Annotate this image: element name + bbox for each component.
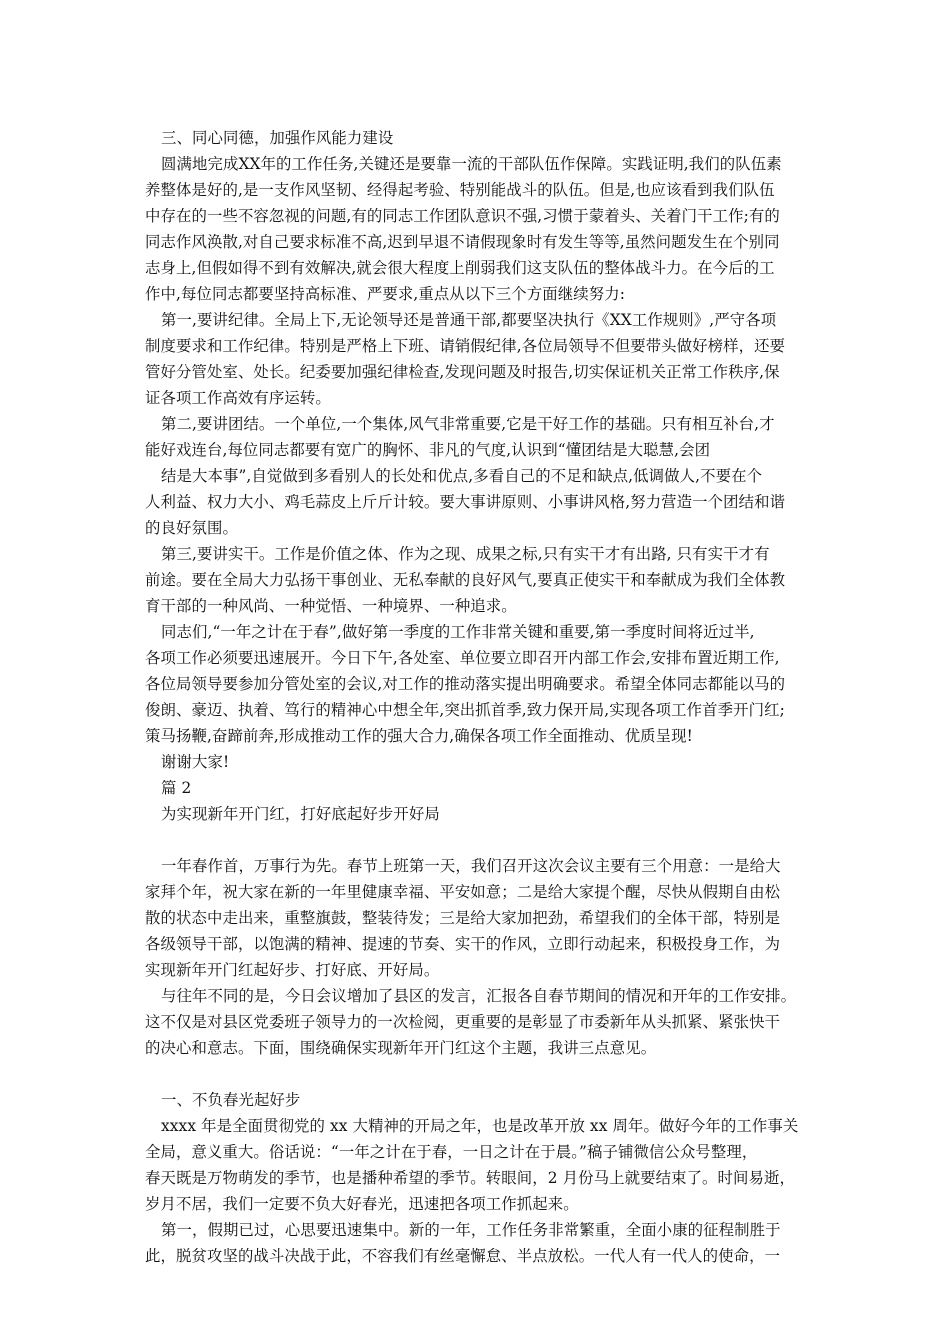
paragraph-line: 志身上,但假如得不到有效解决,就会很大程度上削弱我们这支队伍的整体战斗力。在今后的工 bbox=[145, 259, 775, 277]
paragraph-line: 第三,要讲实干。工作是价值之体、作为之现、成果之标,只有实干才有出路, 只有实干才有 bbox=[161, 545, 770, 563]
paragraph-line: 岁月不居，我们一定要不负大好春光，迅速把各项工作抓起来。 bbox=[145, 1195, 579, 1213]
paragraph-line: 实现新年开门红起好步、打好底、开好局。 bbox=[145, 961, 440, 979]
paragraph-line: 此，脱贫攻坚的战斗决战于此，不容我们有丝毫懈怠、半点放松。一代人有一代人的使命，一 bbox=[145, 1247, 781, 1265]
paragraph-line: 这不仅是对县区党委班子领导力的一次检阅，更重要的是彰显了市委新年从头抓紧、紧张快干 bbox=[145, 1013, 781, 1031]
paragraph-line: 的决心和意志。下面，围绕确保实现新年开门红这个主题，我讲三点意见。 bbox=[145, 1039, 657, 1057]
paragraph-line: xxxx 年是全面贯彻党的 xx 大精神的开局之年，也是改革开放 xx 周年。做好今年的工作事关 bbox=[161, 1117, 799, 1135]
paragraph-line: 散的状态中走出来，重整旗鼓，整装待发；三是给大家加把劲，希望我们的全体干部，特别是 bbox=[145, 909, 781, 927]
paragraph-line: 与往年不同的是，今日会议增加了县区的发言，汇报各自春节期间的情况和开年的工作安排。 bbox=[161, 987, 797, 1005]
paragraph-line: 春天既是万物萌发的季节，也是播种希望的季节。转眼间，2 月份马上就要结束了。时间易逝， bbox=[145, 1169, 796, 1187]
paragraph-line: 作中,每位同志都要坚持高标准、严要求,重点从以下三个方面继续努力: bbox=[145, 285, 625, 303]
paragraph-line: 育干部的一种风尚、一种觉悟、一种境界、一种追求。 bbox=[145, 597, 517, 615]
paragraph-line: 制度要求和工作纪律。特别是严格上下班、请销假纪律,各位局领导不但要带头做好榜样，还要 bbox=[145, 337, 786, 355]
paragraph-line: 养整体是好的,是一支作风坚韧、经得起考验、特别能战斗的队伍。但是,也应该看到我们队伍 bbox=[145, 181, 775, 199]
paragraph-line: 第一，假期已过，心思要迅速集中。新的一年，工作任务非常繁重，全面小康的征程制胜于 bbox=[161, 1221, 781, 1239]
paragraph-line: 中存在的一些不容忽视的问题,有的同志工作团队意识不强,习惯于蒙着头、关着门干工作;有的 bbox=[145, 207, 780, 225]
paragraph-line: 能好戏连台,每位同志都要有宽广的胸怀、非凡的气度,认识到“懂团结是大聪慧,会团 bbox=[145, 441, 711, 459]
section-heading: 三、同心同德，加强作风能力建设 bbox=[161, 129, 394, 147]
thanks-line: 谢谢大家! bbox=[161, 753, 230, 771]
paragraph-line: 全局，意义重大。俗话说：“一年之计在于春，一日之计在于晨。”稿子铺微信公众号整理， bbox=[145, 1143, 758, 1161]
paragraph-line: 家拜个年，祝大家在新的一年里健康幸福、平安如意；二是给大家提个醒，尽快从假期自由松 bbox=[145, 883, 781, 901]
paragraph-line: 第一,要讲纪律。全局上下,无论领导还是普通干部,都要坚决执行《XX工作规则》,严守各项 bbox=[161, 311, 777, 329]
paragraph-line: 管好分管处室、处长。纪委要加强纪律检查,发现问题及时报告,切实保证机关正常工作秩序,保 bbox=[145, 363, 780, 381]
paragraph-line: 各项工作必须要迅速展开。今日下午,各处室、单位要立即召开内部工作会,安排布置近期工作, bbox=[145, 649, 780, 667]
paragraph-line: 前途。要在全局大力弘扬干事创业、无私奉献的良好风气,要真正使实干和奉献成为我们全体教 bbox=[145, 571, 786, 589]
paragraph-line: 各级领导干部，以饱满的精神、提速的节奏、实干的作风，立即行动起来，积极投身工作，为 bbox=[145, 935, 781, 953]
paragraph-line: 结是大本事”,自觉做到多看别人的长处和优点,多看自己的不足和缺点,低调做人,不要在个 bbox=[161, 467, 763, 485]
paragraph-line: 第二,要讲团结。一个单位,一个集体,风气非常重要,它是干好工作的基础。只有相互补台,才 bbox=[161, 415, 775, 433]
paragraph-line: 一年春作首，万事行为先。春节上班第一天，我们召开这次会议主要有三个用意：一是给大 bbox=[161, 857, 781, 875]
paragraph-line: 同志作风涣散,对自己要求标准不高,迟到早退不请假现象时有发生等等,虽然问题发生在个别同 bbox=[145, 233, 780, 251]
paragraph-line: 证各项工作高效有序运转。 bbox=[145, 389, 331, 407]
paragraph-line: 的良好氛围。 bbox=[145, 519, 238, 537]
article-title: 为实现新年开门红，打好底起好步开好局 bbox=[161, 805, 440, 823]
paragraph-line: 圆满地完成XX年的工作任务,关键还是要靠一流的干部队伍作保障。实践证明,我们的队伍素 bbox=[161, 155, 782, 173]
paragraph-line: 人利益、权力大小、鸡毛蒜皮上斤斤计较。要大事讲原则、小事讲风格,努力营造一个团结和谐 bbox=[145, 493, 786, 511]
section-heading: 一、不负春光起好步 bbox=[161, 1091, 301, 1109]
paragraph-line: 同志们,“一年之计在于春”,做好第一季度的工作非常关键和重要,第一季度时间将近过半, bbox=[161, 623, 755, 641]
paragraph-line: 各位局领导要参加分管处室的会议,对工作的推动落实提出明确要求。希望全体同志都能以马的 bbox=[145, 675, 786, 693]
paragraph-line: 俊朗、豪迈、执着、笃行的精神心中想全年,突出抓首季,致力保开局,实现各项工作首季开门红; bbox=[145, 701, 785, 719]
paragraph-line: 策马扬鞭,奋蹄前奔,形成推动工作的强大合力,确保各项工作全面推动、优质呈现! bbox=[145, 727, 693, 745]
article-label: 篇 2 bbox=[161, 779, 192, 797]
